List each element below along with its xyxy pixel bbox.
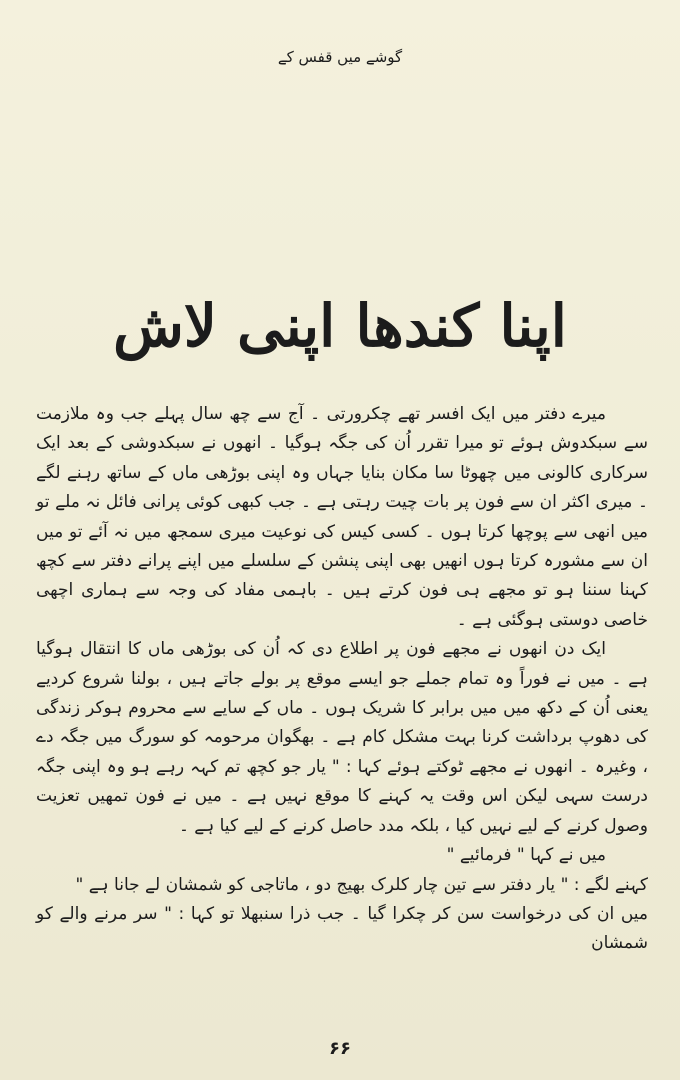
page-number: ۶۶ [329, 1038, 351, 1059]
paragraph-4: کہنے لگے : " یار دفتر سے تین چار کلرک بھیج دو ، ماتاجی کو شمشان لے جانا ہے " [75, 874, 648, 895]
body-text [36, 400, 648, 959]
running-head: گوشے میں قفس کے [277, 48, 403, 66]
paragraph-2: ایک دن انھوں نے مجھے فون پر اطلاع دی کہ اُن کی بوڑھی ماں کا انتقال ہوگیا ہے ۔ میں نے فوراً وہ تمام جملے جو ایسے موقع پر بولے جاتے ہیں ، بولنا شروع کردیے یعنی اُن کے دکھ میں میں برابر کا شریک ہوں ۔ ماں کے سایے سے محروم ہوکر زندگی کی دھوپ برداشت کرنا بہت مشکل کام ہے ۔ بھگوان مرحومہ کو سورگ میں جگہ دے ، وغیرہ ۔ انھوں نے مجھے ٹوکتے ہوئے کہا : " یار جو کچھ تم کہہ رہے ہو وہ اپنی جگہ درست سہی لیکن اس وقت یہ کہنے کا موقع نہیں ہے ۔ میں نے فون تمھیں تعزیت وصول کرنے کے لیے نہیں کیا ، بلکہ مدد حاصل کرنے کے لیے کیا ہے ۔ [36, 639, 648, 836]
paragraph-1: میرے دفتر میں ایک افسر تھے چکرورتی ۔ آج سے چھ سال پہلے جب وہ ملازمت سے سبکدوش ہوئے تو میرا تقرر اُن کی جگہ ہوگیا ۔ انھوں نے سبکدوشی کے بعد ایک سرکاری کالونی میں چھوٹا سا مکان بنایا جہاں وہ اپنی بوڑھی ماں کے ساتھ رہنے لگے ۔ میری اکثر ان سے فون پر بات چیت رہتی ہے ۔ جب کبھی کوئی پرانی فائل نہ ملے تو میں انھی سے پوچھا کرتا ہوں ۔ کسی کیس کی نوعیت میری سمجھ میں نہ آئے تو میں ان سے مشورہ کرتا ہوں انھیں بھی اپنی پنشن کے سلسلے میں اپنے پرانے دفتر سے کچھ کہنا سننا ہو تو مجھے ہی فون کرتے ہیں ۔ باہمی مفاد کی وجہ سے ہماری اچھی خاصی دوستی ہوگئی ہے ۔ [36, 404, 648, 630]
paragraph-5: میں ان کی درخواست سن کر چکرا گیا ۔ جب ذرا سنبھلا تو کہا : " سر مرنے والے کو شمشان [36, 903, 648, 954]
chapter-title: اپنا کندھا اپنی لاش [113, 292, 567, 360]
paragraph-3: میں نے کہا " فرمائیے " [446, 845, 606, 866]
